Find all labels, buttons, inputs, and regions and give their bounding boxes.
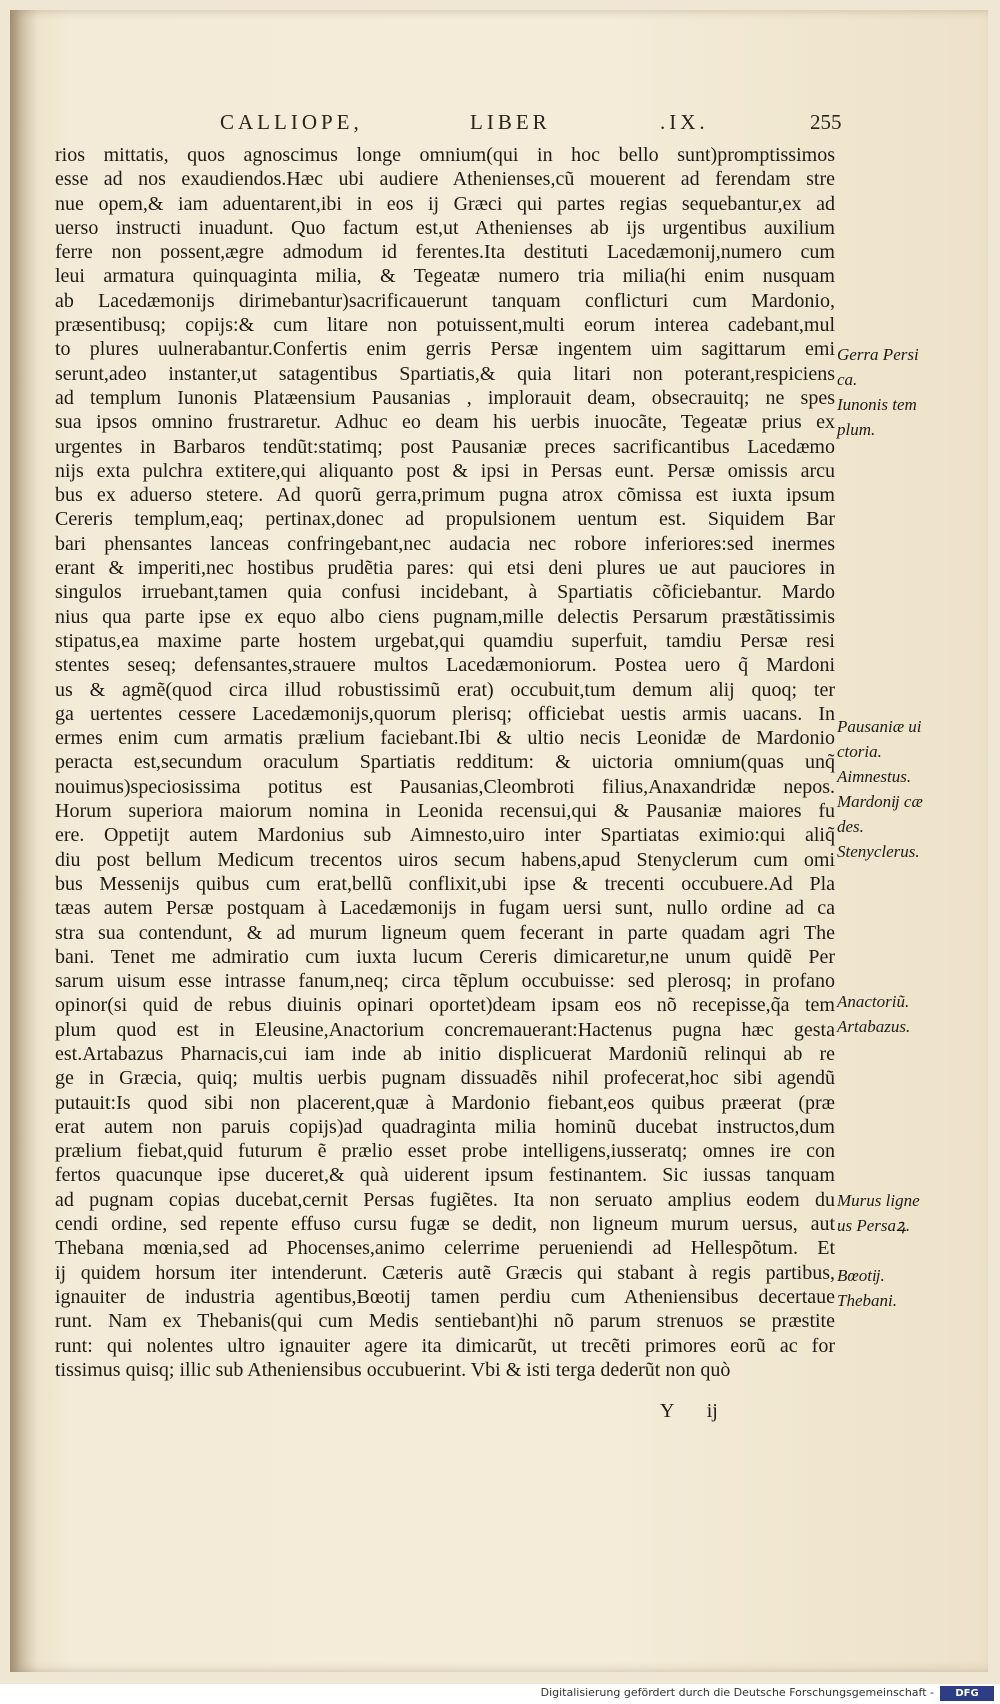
text-line: erant & imperiti,nec hostibus prudẽtia pares: qui etsi deni plures ue aut pauciores in xyxy=(55,557,835,580)
funding-credit: Digitalisierung gefördert durch die Deutsche Forschungsgemeinschaft - xyxy=(540,1686,934,1699)
text-line: præsentibusq; copĳs:& cum litare non potuissent,multi eorum interea cadebant,mul xyxy=(55,314,835,337)
margin-note: ctoria. xyxy=(837,742,882,761)
margin-note: Bœotĳ. xyxy=(837,1266,885,1285)
text-line: bus Messenĳs quibus cum erat,bellũ conflixit,ubi ipse & trecenti occubuere.Ad Pla xyxy=(55,872,835,895)
text-line: singulos irruebant,tamen quia confusi incidebant, à Spartiatis cõficiebantur. Mardo xyxy=(55,581,835,604)
margin-notes xyxy=(10,10,988,1672)
text-line: Cereris templum,eaq; pertinax,donec ad propulsionem uentum est. Siquidem Bar xyxy=(55,508,835,531)
signature-mark: Y ĳ xyxy=(660,1400,732,1422)
text-line: ĳ quidem horsum iter intenderunt. Cæteris autẽ Græcis qui stabant à regis partibus, xyxy=(55,1261,835,1284)
text-line: peracta est,secundum oraculum Spartiatis redditum: & uictoria omnium(quas unq̃ xyxy=(55,751,835,774)
running-head-book-name: CALLIOPE, xyxy=(220,110,363,134)
running-head-liber: LIBER xyxy=(470,110,551,134)
text-line: ermes enim cum armatis prælium faciebant.Ibi & ultio necis Leonidæ de Mardonio xyxy=(55,727,835,750)
margin-note: Murus ligne xyxy=(837,1191,920,1210)
text-line: ferre non possent,ægre admodum id ferentes.Ita destituti Lacedæmonĳ,numero cum xyxy=(55,241,835,264)
text-line: ad pugnam copias ducebat,cernit Persas fugiẽtes. Ita non seruato amplius eodem du xyxy=(55,1188,835,1211)
text-line: nouimus)speciosissima potitus est Pausanias,Cleombroti filius,Anaxandridæ nepos. xyxy=(55,775,835,798)
text-line: nĳs exta pulchra extitere,qui aliquanto post & ipsi in Persas eunt. Persæ omissis arcu xyxy=(55,459,835,482)
text-line: Thebana mœnia,sed ad Phocenses,animo celerrime perueniendi ad Hellespõtum. Et xyxy=(55,1237,835,1260)
text-line: plum quod est in Eleusine,Anactorium concremauerant:Hactenus pugna hæc gesta xyxy=(55,1018,835,1041)
text-line: cendi ordine, sed repente effuso cursu fugæ se dedit, non ligneum murum uersus, aut xyxy=(55,1213,835,1236)
margin-note: Anactoriũ. xyxy=(837,992,910,1011)
text-line: ab Lacedæmonĳs dirimebantur)sacrificauerunt tanquam conflicturi cum Mardonio, xyxy=(55,289,835,312)
dfg-logo: DFG xyxy=(940,1686,994,1701)
margin-note: Stenyclerus. xyxy=(837,842,920,861)
text-line: stipatus,ea maxime parte hostem urgebat,qui quamdiu superfuit, tamdiu Persæ resi xyxy=(55,629,835,652)
text-line: sua ipsos omnino frustraretur. Adhuc eo deam his uerbis inuocãte, Tegeatæ prius ex xyxy=(55,411,835,434)
text-line: leui armatura quinquaginta milia, & Tegeatæ numero tria milia(hi enim nusquam xyxy=(55,265,835,288)
text-line: stentes seseq; defensantes,strauere multos Lacedæmoniorum. Postea uero q̃ Mardoni xyxy=(55,654,835,677)
margin-note: Iunonis tem xyxy=(837,395,917,414)
book-page xyxy=(10,10,988,1672)
text-line: us & agmẽ(quod circa illud robustissimũ erat) occubuit,tum demum alĳ quoq; ter xyxy=(55,678,835,701)
text-line: sarum uisum esse intrasse fanum,neq; circa tẽplum occubuisse: sed plerosq; in profano xyxy=(55,970,835,993)
text-line: urgentes in Barbaros tendũt:statimq; post Pausaniæ preces sacrificantibus Lacedæmo xyxy=(55,435,835,458)
text-line: ad templum Iunonis Platæensium Pausanias , implorauit deam, obsecrauitq; ne spes xyxy=(55,386,835,409)
running-head-book-number: .IX. xyxy=(660,110,709,134)
text-line: est.Artabazus Pharnacis,cui iam inde ab initio displicuerat Mardoniũ relinqui ab re xyxy=(55,1042,835,1065)
text-line: stra sua contendunt, & ad murum ligneum quem fecerant in parte quadam agri The xyxy=(55,921,835,944)
text-line: uerso instructi inuadunt. Quo factum est,ut Athenienses ab ĳs urgentibus auxilium xyxy=(55,216,835,239)
text-line: opinor(si quid de rebus diuinis opinari oportet)deam ipsam eos nõ recepisse,q̃a tem xyxy=(55,994,835,1017)
margin-note: Mardonĳ cæ xyxy=(837,792,923,811)
text-line: tæas autem Persæ postquam à Lacedæmonĳs in fugam uersi sunt, nullo ordine ad ca xyxy=(55,897,835,920)
text-line: to plures uulnerabantur.Confertis enim gerris Persæ ingentem uim sagittarum emi xyxy=(55,338,835,361)
text-line: putauit:Is quod sibi non placerent,quæ à Mardonio fiebant,eos quibus præerat (præ xyxy=(55,1091,835,1114)
margin-note: plum. xyxy=(837,420,876,439)
text-line: prælium fiebat,quid futurum ẽ prælio esset probe intelligens,iusseratq; omnes ire con xyxy=(55,1140,835,1163)
text-line: ignauiter de industria agentibus,Bœotĳ tamen perdiu cum Atheniensibus decertaue xyxy=(55,1285,835,1308)
text-line: nue opem,& iam aduentarent,ibi in eos ĳ Græci qui partes regias sequebantur,ex ad xyxy=(55,192,835,215)
margin-note: Aimnestus. xyxy=(837,767,912,786)
text-line: bus ex aduerso stetere. Ad quorũ gerra,primum pugna atrox cõmissa est iuxta ipsum xyxy=(55,484,835,507)
margin-note: Pausaniæ ui xyxy=(837,717,922,736)
text-line: runt. Nam ex Thebanis(qui cum Medis sentiebant)hi nõ parum strenuos se præstite xyxy=(55,1310,835,1333)
margin-note: des. xyxy=(837,817,864,836)
text-line: bari phensantes lanceas confringebant,nec audacia nec robore inferiores:sed inermes xyxy=(55,532,835,555)
text-line: rios mittatis, quos agnoscimus longe omnium(qui in hoc bello sunt)promptissimos xyxy=(55,144,835,166)
text-line: ge in Græcia, quiq; multis uerbis pugnam dissuadẽs nihil profecerat,hoc sibi agendũ xyxy=(55,1067,835,1090)
margin-note: us Persaꝝ. xyxy=(837,1216,911,1235)
text-line: ere. Oppetĳt autem Mardonius sub Aimnesto,uiro inter Spartiatas eximio:qui aliq̃ xyxy=(55,824,835,847)
text-line: tissimus quisq; illic sub Atheniensibus occubuerint. Vbi & isti terga dederũt non quò xyxy=(55,1358,731,1381)
margin-note: Gerra Persi xyxy=(837,345,919,364)
text-line: ga uertentes cessere Lacedæmonĳs,quorum plerisq; officiebat uestis armis uacans. In xyxy=(55,702,835,725)
text-line: nius qua parte ipse ex equo albo ciens pugnam,mille delectis Persarum præstãtissimis xyxy=(55,605,835,628)
text-line: diu post bellum Medicum trecentos uiros secum habens,apud Stenyclerum cum omi xyxy=(55,848,835,871)
margin-note: ca. xyxy=(837,370,858,389)
text-line: serunt,adeo instanter,ut satagentibus Spartiatis,& quia litari non poterant,respiciens xyxy=(55,362,835,385)
margin-note: Artabazus. xyxy=(837,1017,911,1036)
footer-bar xyxy=(0,1684,1000,1704)
text-line: Horum superiora maiorum nomina in Leonida recensui,qui & Pausaniæ maiores fu xyxy=(55,800,835,823)
margin-note: Thebani. xyxy=(837,1291,897,1310)
text-line: bani. Tenet me admiratio cum iuxta lucum Cereris dimicaretur,ne unum quidẽ Per xyxy=(55,945,835,968)
text-line: erat autem non paruis copĳs)ad quadraginta milia hominũ ducebat instructos,dum xyxy=(55,1115,835,1138)
page-number: 255 xyxy=(810,110,842,134)
text-line: runt: qui nolentes ultro ignauiter agere ita dimicarũt, ut trecẽti primores eorũ ac for xyxy=(55,1334,835,1357)
text-line: esse ad nos exaudiendos.Hæc ubi audiere Athenienses,cũ mouerent ad ferendam stre xyxy=(55,168,835,191)
text-line: fertos quacunque ipse duceret,& quà uiderent ipsum festinantem. Sic iussas tanquam xyxy=(55,1164,835,1187)
